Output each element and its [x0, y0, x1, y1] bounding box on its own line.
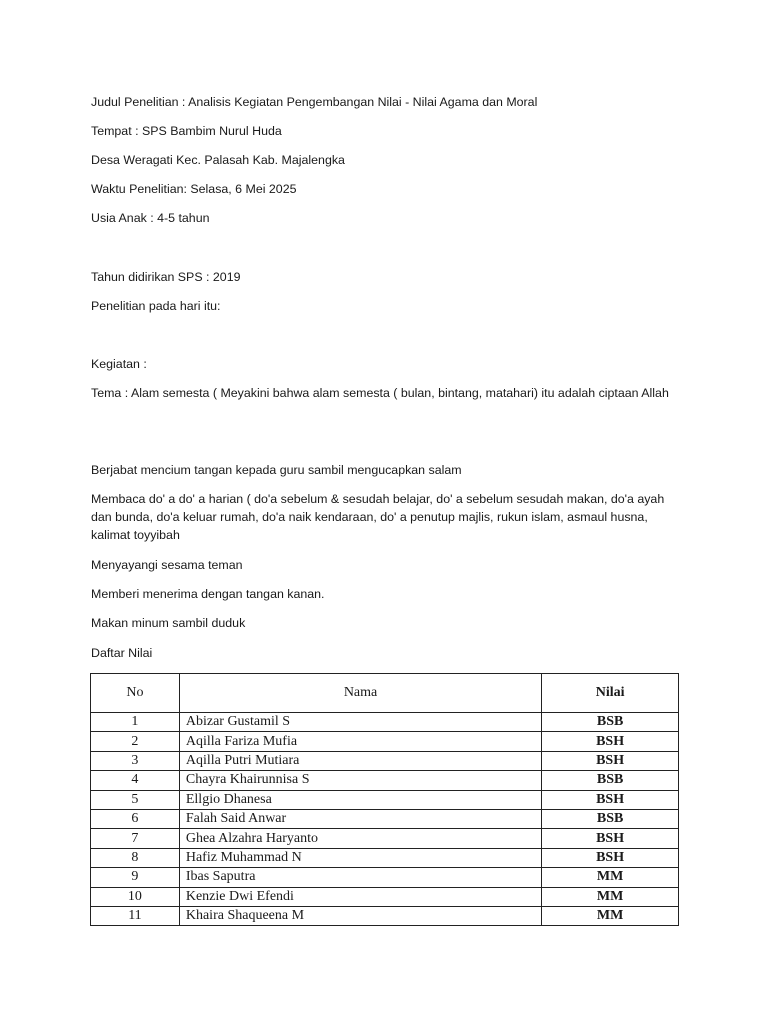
- cell-nilai: BSH: [542, 829, 679, 848]
- research-day-line: Penelitian pada hari itu:: [91, 299, 221, 313]
- cell-nama: Aqilla Fariza Mufia: [179, 732, 541, 751]
- cell-no: 9: [91, 868, 180, 887]
- theme-paragraph: Tema : Alam semesta ( Meyakini bahwa alam semesta ( bulan, bintang, matahari) itu adalah ciptaan Allah: [91, 386, 669, 400]
- table-row: [91, 906, 679, 925]
- table-row: [91, 848, 679, 867]
- cell-nilai: BSH: [542, 732, 679, 751]
- cell-no: 7: [91, 829, 180, 848]
- grade-table: [90, 673, 679, 926]
- cell-nama: Khaira Shaqueena M: [179, 906, 541, 925]
- cell-nama: Abizar Gustamil S: [179, 713, 541, 732]
- village-line: Desa Weragati Kec. Palasah Kab. Majalengka: [91, 153, 345, 167]
- cell-nilai: BSB: [542, 771, 679, 790]
- cell-no: 5: [91, 790, 180, 809]
- table-row: [91, 790, 679, 809]
- activity-item: Memberi menerima dengan tangan kanan.: [91, 587, 325, 601]
- activity-item: Makan minum sambil duduk: [91, 616, 246, 630]
- table-row: [91, 751, 679, 770]
- cell-nilai: BSB: [542, 809, 679, 828]
- cell-nama: Hafiz Muhammad N: [179, 848, 541, 867]
- cell-no: 3: [91, 751, 180, 770]
- cell-nama: Ibas Saputra: [179, 868, 541, 887]
- cell-no: 1: [91, 713, 180, 732]
- table-row: [91, 713, 679, 732]
- table-row: [91, 868, 679, 887]
- research-time-line: Waktu Penelitian: Selasa, 6 Mei 2025: [91, 182, 297, 196]
- cell-nilai: MM: [542, 906, 679, 925]
- cell-no: 2: [91, 732, 180, 751]
- cell-nama: Kenzie Dwi Efendi: [179, 887, 541, 906]
- cell-nilai: BSH: [542, 848, 679, 867]
- founded-year-line: Tahun didirikan SPS : 2019: [91, 270, 241, 284]
- cell-nama: Chayra Khairunnisa S: [179, 771, 541, 790]
- child-age-line: Usia Anak : 4-5 tahun: [91, 211, 210, 225]
- cell-nama: Ghea Alzahra Haryanto: [179, 829, 541, 848]
- header-nama: Nama: [179, 674, 541, 713]
- cell-nama: Ellgio Dhanesa: [179, 790, 541, 809]
- table-row: [91, 732, 679, 751]
- cell-no: 8: [91, 848, 180, 867]
- table-header-row: [91, 674, 679, 713]
- cell-nilai: MM: [542, 887, 679, 906]
- header-nilai: Nilai: [542, 674, 679, 713]
- activity-item: Berjabat mencium tangan kepada guru sambil mengucapkan salam: [91, 463, 462, 477]
- cell-no: 6: [91, 809, 180, 828]
- activity-item: Membaca do' a do' a harian ( do'a sebelum & sesudah belajar, do' a sebelum sesudah makan, do'a ayah dan bunda, do'a keluar rumah, do'a naik kendaraan, do' a penutup majlis, rukun islam, asmaul husna, kalimat toyyibah: [91, 492, 665, 542]
- table-row: [91, 887, 679, 906]
- cell-no: 10: [91, 887, 180, 906]
- cell-nilai: BSB: [542, 713, 679, 732]
- cell-nilai: BSH: [542, 751, 679, 770]
- table-row: [91, 829, 679, 848]
- cell-no: 11: [91, 906, 180, 925]
- cell-nama: Aqilla Putri Mutiara: [179, 751, 541, 770]
- research-title: Judul Penelitian : Analisis Kegiatan Pengembangan Nilai - Nilai Agama dan Moral: [91, 95, 538, 109]
- cell-nama: Falah Said Anwar: [179, 809, 541, 828]
- table-row: [91, 809, 679, 828]
- location-line: Tempat : SPS Bambim Nurul Huda: [91, 124, 282, 138]
- cell-nilai: MM: [542, 868, 679, 887]
- cell-nilai: BSH: [542, 790, 679, 809]
- activity-item: Menyayangi sesama teman: [91, 558, 243, 572]
- table-row: [91, 771, 679, 790]
- activities-heading: Kegiatan :: [91, 357, 147, 371]
- cell-no: 4: [91, 771, 180, 790]
- header-no: No: [91, 674, 180, 713]
- grade-list-heading: Daftar Nilai: [91, 646, 153, 660]
